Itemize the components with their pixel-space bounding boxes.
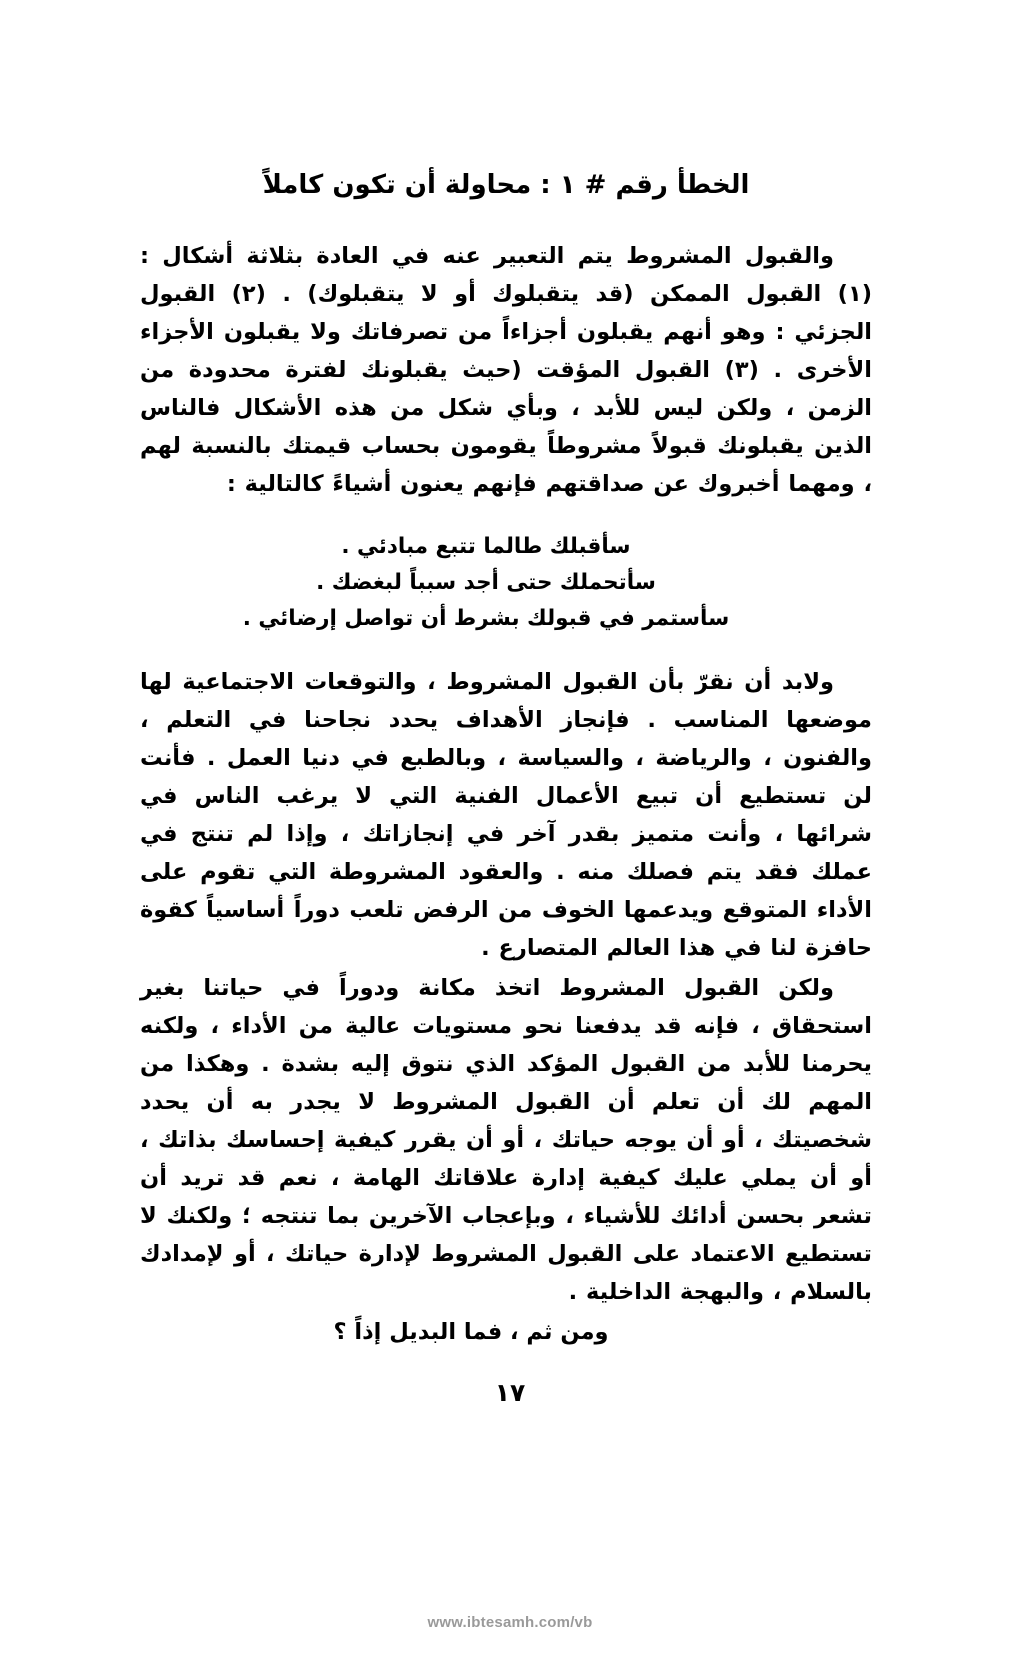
footer-watermark: www.ibtesamh.com/vb (427, 1614, 593, 1631)
page-title: الخطأ رقم # ١ : محاولة أن تكون كاملاً (262, 170, 750, 200)
page-content (140, 168, 872, 1351)
quote-line: سأتحملك حتى أجد سبباً لبغضك . (316, 570, 656, 596)
page-number: ١٧ (494, 1378, 526, 1407)
body-paragraph-1: والقبول المشروط يتم التعبير عنه في العادة بثلاثة أشكال : (١) القبول الممكن (قد يتقبلوك أو لا يتقبلوك) . (٢) القبول الجزئي : وهو أنهم يقبلون أجزاءاً من تصرفاتك ولا يقبلون الأجزاء الأخرى . (٣) القبول المؤقت (حيث يقبلونك لفترة محدودة من الزمن ، ولكن ليس للأبد ، وبأي شكل من هذه الأشكال فالناس الذين يقبلونك قبولاً مشروطاً يقومون بحساب قيمتك بالنسبة لهم ، ومهما أخبروك عن صداقتهم فإنهم يعنون أشياءً كالتالية : (140, 243, 872, 498)
closing-question: ومن ثم ، فما البديل إذاً ؟ (333, 1319, 609, 1346)
quote-line: سأقبلك طالما تتبع مبادئي . (341, 534, 631, 560)
quote-list (140, 529, 872, 637)
body-paragraph-2: ولابد أن نقرّ بأن القبول المشروط ، والتوقعات الاجتماعية لها موضعها المناسب . فإنجاز الأهداف يحدد نجاحنا في التعلم ، والفنون ، والرياضة ، والسياسة ، وبالطبع في دنيا العمل . فأنت لن تستطيع أن تبيع الأعمال الفنية التي لا يرغب الناس في شرائها ، وأنت متميز بقدر آخر في إنجازاتك ، وإذا لم تنتج في عملك فقد يتم فصلك منه . والعقود المشروطة التي تقوم على الأداء المتوقع ويدعمها الخوف من الرفض تلعب دوراً أساسياً كقوة حافزة لنا في هذا العالم المتصارع . (140, 669, 872, 962)
quote-line: سأستمر في قبولك بشرط أن تواصل إرضائي . (242, 606, 730, 632)
body-paragraph-3: ولكن القبول المشروط اتخذ مكانة ودوراً في حياتنا بغير استحقاق ، فإنه قد يدفعنا نحو مستويات عالية من الأداء ، ولكنه يحرمنا للأبد من القبول المؤكد الذي نتوق إليه بشدة . وهكذا من المهم لك أن تعلم أن القبول المشروط لا يجدر به أن يحدد شخصيتك ، أو أن يوجه حياتك ، أو أن يقرر كيفية إحساسك بذاتك ، أو أن يملي عليك كيفية إدارة علاقاتك الهامة ، نعم قد تريد أن تشعر بحسن أدائك للأشياء ، وبإعجاب الآخرين بما تنتجه ؛ ولكنك لا تستطيع الاعتماد على القبول المشروط لإدارة حياتك ، أو لإمدادك بالسلام ، والبهجة الداخلية . (140, 975, 872, 1306)
